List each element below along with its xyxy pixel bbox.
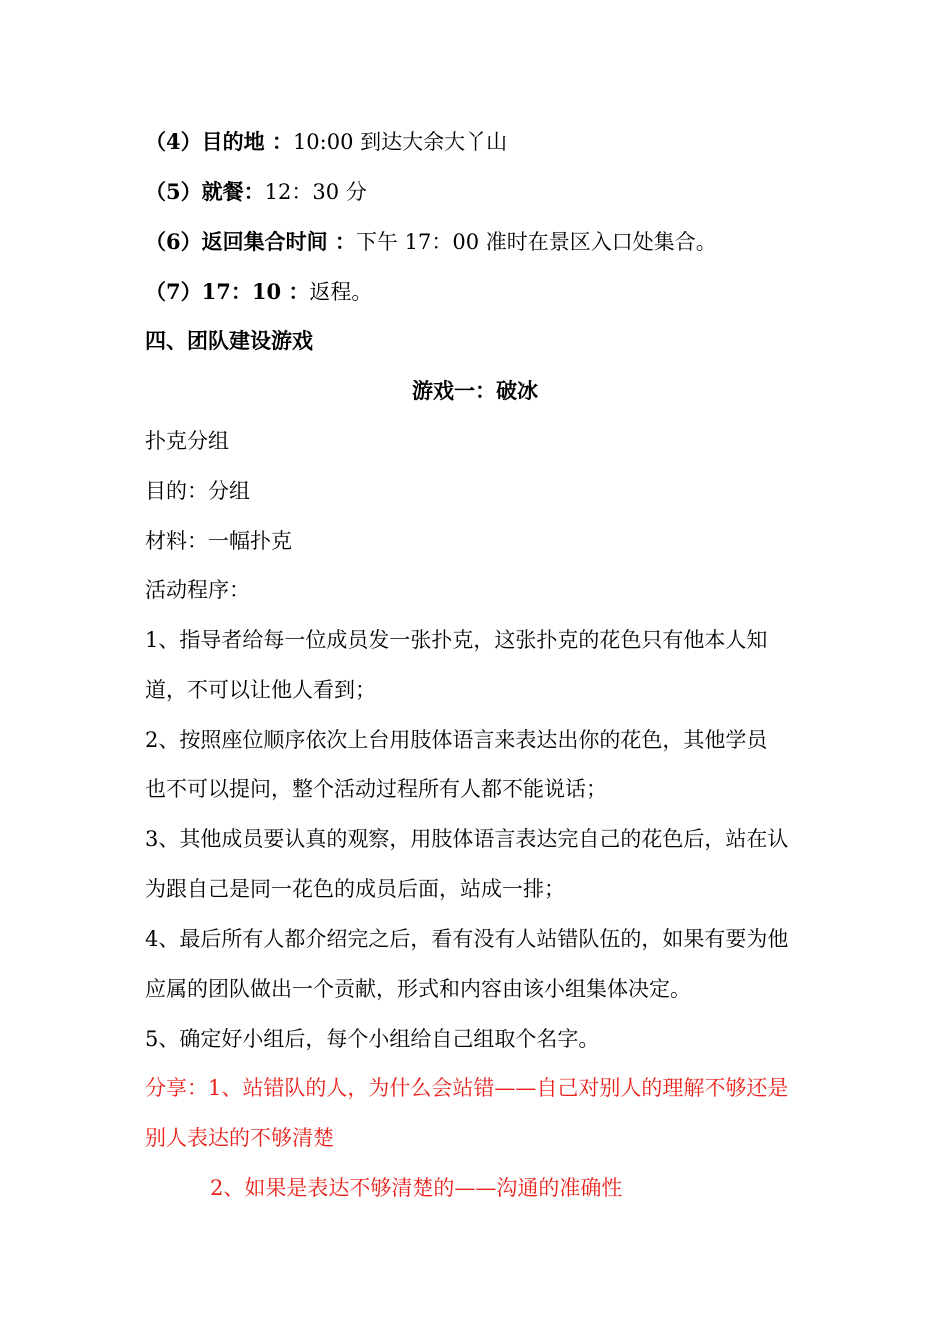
step-line: 3、其他成员要认真的观察，用肢体语言表达完自己的花色后，站在认 xyxy=(145,827,789,851)
schedule-item-5 xyxy=(145,178,825,206)
schedule-label: （4）目的地 ： xyxy=(145,129,293,154)
sharing-line: 2、如果是表达不够清楚的——沟通的准确性 xyxy=(210,1176,623,1200)
sharing-line: 别人表达的不够清楚 xyxy=(145,1126,334,1150)
step-line: 1、指导者给每一位成员发一张扑克，这张扑克的花色只有他本人知 xyxy=(145,628,768,652)
schedule-item-4 xyxy=(145,128,825,156)
schedule-item-6 xyxy=(145,228,825,256)
step-line: 4、最后所有人都介绍完之后，看有没有人站错队伍的，如果有要为他 xyxy=(145,927,789,951)
sharing-line: 分享：1、站错队的人，为什么会站错——自己对别人的理解不够还是 xyxy=(145,1076,789,1100)
procedure-label: 活动程序： xyxy=(145,578,250,602)
step-line: 也不可以提问，整个活动过程所有人都不能说话； xyxy=(145,777,607,801)
step-line: 2、按照座位顺序依次上台用肢体语言来表达出你的花色，其他学员 xyxy=(145,728,768,752)
game-title: 游戏一：破冰 xyxy=(412,378,538,403)
step-line: 5、确定好小组后，每个小组给自己组取个名字。 xyxy=(145,1027,600,1051)
schedule-text: 下午 17：00 准时在景区入口处集合。 xyxy=(355,230,717,254)
schedule-text: 12：30 分 xyxy=(264,180,367,204)
schedule-text: 返程。 xyxy=(309,280,373,304)
schedule-label: （5）就餐： xyxy=(145,179,265,204)
schedule-text: 10:00 到达大余大丫山 xyxy=(292,130,508,154)
step-line: 应属的团队做出一个贡献，形式和内容由该小组集体决定。 xyxy=(145,977,691,1001)
section-heading: 四、团队建设游戏 xyxy=(145,328,313,353)
purpose-line: 目的：分组 xyxy=(145,479,250,503)
game-name: 扑克分组 xyxy=(145,429,229,453)
schedule-item-7 xyxy=(145,278,825,306)
step-line: 为跟自己是同一花色的成员后面，站成一排； xyxy=(145,877,565,901)
schedule-label: （7）17：10 ： xyxy=(145,279,310,304)
schedule-label: （6）返回集合时间 ： xyxy=(145,229,356,254)
materials-line: 材料：一幅扑克 xyxy=(145,529,292,553)
step-line: 道，不可以让他人看到； xyxy=(145,678,376,702)
